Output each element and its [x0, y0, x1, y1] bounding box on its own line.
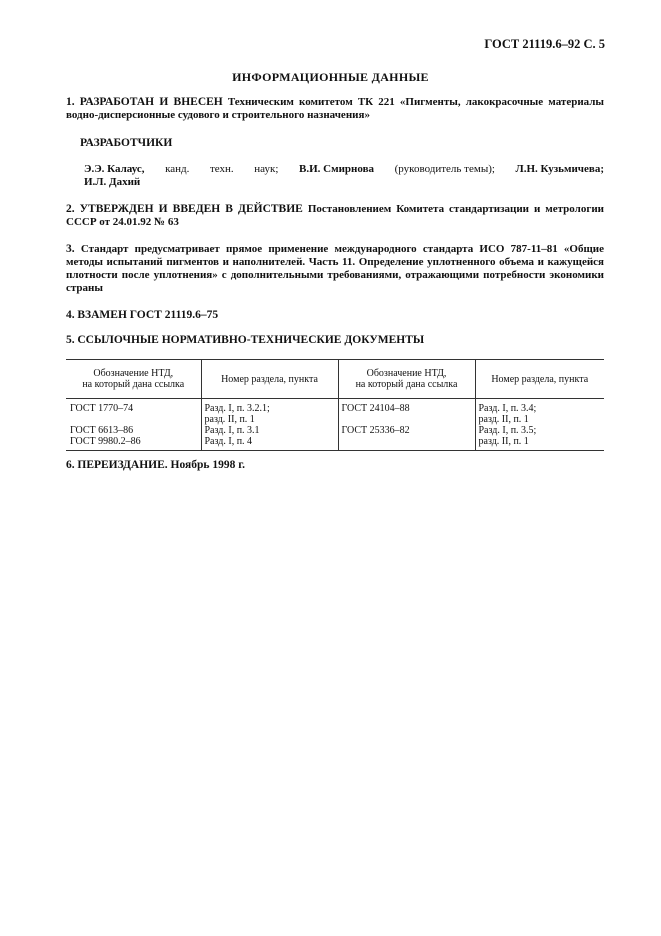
developers-list: [84, 163, 604, 189]
page-title: ИНФОРМАЦИОННЫЕ ДАННЫЕ: [232, 70, 429, 84]
section-2-caps: УТВЕРЖДЕН И ВВЕДЕН В ДЕЙСТВИЕ: [79, 203, 303, 215]
table-cell: Разд. I, п. 3.1: [201, 425, 338, 436]
section-5-caps: ССЫЛОЧНЫЕ НОРМАТИВНО-ТЕХНИЧЕСКИЕ ДОКУМЕНТЫ: [77, 334, 425, 346]
table-cell: разд. II, п. 1: [475, 436, 604, 451]
section-6-caps: ПЕРЕИЗДАНИЕ. Ноябрь 1998 г.: [77, 459, 246, 471]
section-1-number: 1.: [66, 96, 75, 108]
developer-2-name: В.И. Смирнова: [299, 163, 375, 175]
section-2: [66, 203, 604, 229]
table-cell: [66, 414, 201, 425]
table-cell: ГОСТ 24104–88: [338, 399, 475, 415]
table-row: [66, 414, 604, 425]
table-cell: разд. II, п. 1: [478, 414, 529, 425]
table-row: [66, 425, 604, 436]
col-ntd-header-line1: Обозначение НТД,: [93, 368, 174, 379]
section-2-number: 2.: [66, 203, 75, 215]
developer-1-role: канд.: [165, 163, 190, 175]
col-section-header: Номер раздела, пункта: [201, 360, 338, 399]
table-row: [66, 399, 604, 415]
table-cell: ГОСТ 9980.2–86: [66, 436, 201, 451]
table-cell: Разд. I, п. 3.5;: [478, 425, 537, 436]
developer-1-name: Э.Э. Калаус,: [84, 163, 145, 175]
table-cell: [338, 414, 475, 425]
section-4-caps: ВЗАМЕН ГОСТ 21119.6–75: [77, 309, 219, 321]
table-cell: ГОСТ 6613–86: [66, 425, 201, 436]
section-2-text: Постановлением Комитета стандартизации и метрологии СССР от 24.01.92 № 63: [66, 203, 604, 228]
developer-1-role2: техн.: [210, 163, 234, 175]
table-cell: Разд. I, п. 3.4;: [478, 403, 537, 414]
section-3-number: 3.: [66, 243, 75, 255]
section-3: [66, 243, 604, 295]
table-cell: разд. II, п. 1: [201, 414, 338, 425]
section-4-number: 4.: [66, 309, 75, 321]
developer-4-name: И.Л. Дахий: [84, 176, 141, 188]
document-reference: ГОСТ 21119.6–92 С. 5: [484, 37, 605, 51]
section-1-text: Техническим комитетом ТК 221 «Пигменты, лакокрасочные материалы водно-дисперсионные судового и строительного назначения»: [66, 96, 605, 121]
developers-heading: РАЗРАБОТЧИКИ: [80, 137, 173, 149]
table-row: [66, 436, 604, 451]
col-ntd-header-2-line1: Обозначение НТД,: [366, 368, 447, 379]
table-cell: ГОСТ 25336–82: [338, 425, 475, 436]
col-section-header-2: Номер раздела, пункта: [475, 360, 604, 399]
developer-3-name: Л.Н. Кузьмичева;: [515, 163, 604, 175]
col-ntd-header-line2: на который дана ссылка: [82, 379, 185, 390]
section-6: [66, 459, 604, 472]
developer-2-role: (руководитель темы);: [394, 163, 495, 175]
table-cell: [338, 436, 475, 451]
references-table: [66, 359, 604, 451]
developer-1-role3: наук;: [254, 163, 279, 175]
table-cell: ГОСТ 1770–74: [66, 399, 201, 415]
section-3-text: Стандарт предусматривает прямое применение международного стандарта ИСО 787-11–81 «Общие методы испытаний пигментов и наполнителей. Часть 11. Определение уплотненного объема и кажущейся плотности после уплотнения» с дополнительными требованиями, отражающими потребности экономики страны: [66, 243, 604, 294]
col-ntd-header: [66, 360, 201, 399]
table-cell: Разд. I, п. 3.2.1;: [201, 399, 338, 415]
table-header-row: [66, 360, 604, 399]
table-cell: Разд. I, п. 4: [201, 436, 338, 451]
section-5: [66, 334, 604, 347]
col-ntd-header-2-line2: на который дана ссылка: [355, 379, 458, 390]
section-1: [66, 96, 604, 122]
section-6-number: 6.: [66, 459, 75, 471]
col-ntd-header-2: [338, 360, 475, 399]
section-4: [66, 309, 604, 322]
section-1-caps: РАЗРАБОТАН И ВНЕСЕН: [79, 96, 223, 108]
section-5-number: 5.: [66, 334, 75, 346]
